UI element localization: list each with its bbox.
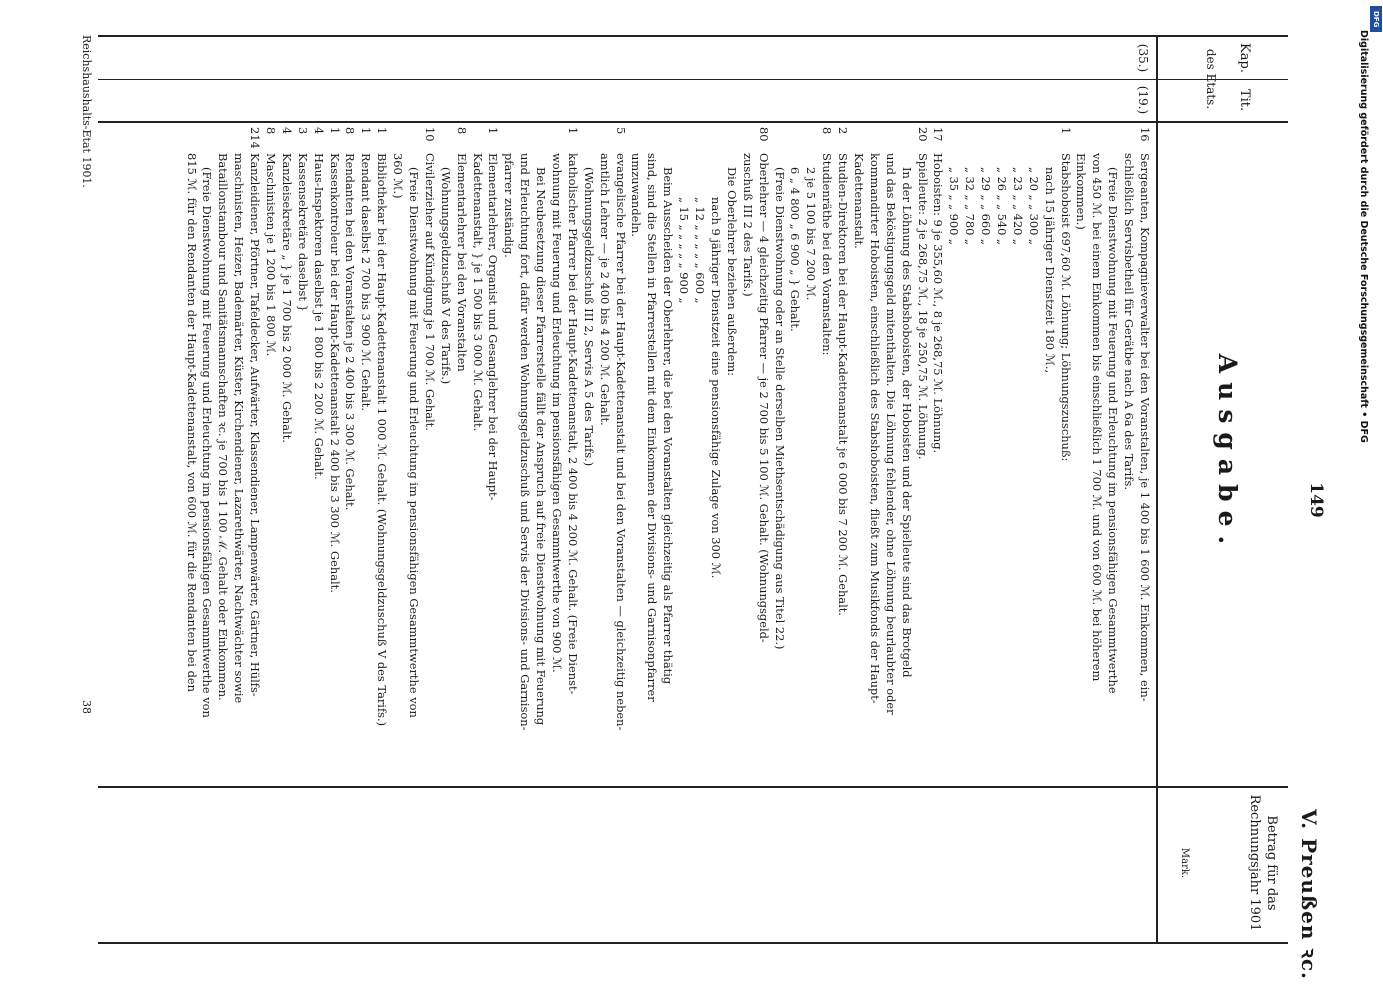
entry-text: von 450 ℳ. bei einem Einkommen bis einschließlich 1 700 ℳ. und von 600 ℳ. bei höherem <box>1090 153 1105 682</box>
entry-text: pfarrer zuständig. <box>502 153 517 258</box>
amount-header: Betrag für das Rechnungsjahr 1901 <box>1247 794 1279 932</box>
entry-line <box>437 127 453 777</box>
entry-text: Rendanten bei den Voranstalten je 2 400 bis 3 300 ℳ. Gehalt. <box>343 153 358 511</box>
entry-count: 20 <box>915 127 930 142</box>
entry-text: Civilerzieher auf Kündigung je 1 700 ℳ. Gehalt. <box>422 153 437 431</box>
entry-line <box>612 127 628 777</box>
entry-text: Maschinisten je 1 200 bis 1 800 ℳ. <box>264 153 279 357</box>
entry-line <box>596 127 612 777</box>
entry-count: 2 <box>836 127 851 135</box>
entry-line <box>532 127 548 777</box>
entry-text: und Erleuchtung fort, dafür werden Wohnungsgeldzuschuß und Servis der Divisions- und Garnison- <box>518 153 533 731</box>
entry-text: (Freie Dienstwohnung mit Feuerung und Erleuchtung im pensionsfähigen Gesammtwerthe von <box>200 167 215 718</box>
entry-count: 1 <box>486 127 501 135</box>
entry-text: Kanzleisekretäre „ } je 1 700 bis 2 000 ℳ. Gehalt. <box>279 153 294 443</box>
entry-line <box>993 127 1009 777</box>
entry-text: Die Oberlehrer beziehen außerdem: <box>724 167 739 376</box>
entry-count: 16 <box>1138 127 1152 142</box>
entry-line <box>548 127 564 777</box>
entry-text: (Wohnungsgeldzuschuß III 2, Servis A 5 des Tarifs.) <box>581 167 596 467</box>
entry-text: „ 26 „ „ 540 „ <box>994 167 1009 245</box>
entry-text: „ 23 „ „ 420 „ <box>1010 167 1025 245</box>
entry-count: 5 <box>613 127 628 135</box>
entry-line <box>675 127 691 777</box>
entry-text: Spielleute: 2 je 268,75 ℳ., 18 je 250,75 ℳ. Löhnung. <box>915 153 930 460</box>
dfg-credit <box>1355 30 1369 900</box>
entry-text: Einkommen.) <box>1074 153 1089 230</box>
entry-text: „ 15 „ „ „ „ „ 900 „ <box>677 197 692 304</box>
entry-text: Rendant daselbst 2 700 bis 3 900 ℳ. Gehalt. <box>359 153 374 412</box>
entry-text: schließlich Servisbetheil für Gerätbe nach A 6a des Tarifs. <box>1122 153 1137 490</box>
entry-text: kommandirter Hoboisten, einschließlich des Stabshoboisten, fließt zum Musikfonds der Haupt- <box>867 153 882 704</box>
entry-line <box>707 127 723 777</box>
entry-count: 3 <box>295 127 310 135</box>
entry-count: 8 <box>264 127 279 135</box>
entry-line <box>898 127 914 777</box>
entry-line <box>691 127 707 777</box>
page-number: 149 <box>1306 482 1326 518</box>
ausgabe-heading: Ausgabe. <box>1213 353 1242 554</box>
entry-line <box>659 127 675 777</box>
entry-line <box>961 127 977 777</box>
entry-line <box>199 127 215 777</box>
ausgabe-lines <box>183 127 1152 777</box>
entry-line <box>850 127 866 777</box>
entry-line <box>246 127 262 777</box>
entry-text: maschinisten, Heizer, Bademärter, Küster, Kirchendiener, Lazarethwärter, Nachtwächter sowie <box>232 153 247 704</box>
entry-line <box>357 127 373 777</box>
entry-text: Stabshoboist 697,60 ℳ. Löhnung; Löhnungszuschuß: <box>1058 153 1073 462</box>
kap-header: Kap. <box>1237 43 1252 73</box>
entry-text: Kadettenanstalt, } je 1 500 bis 3 000 ℳ. Gehalt. <box>470 153 485 432</box>
footer-sheet-number: 38 <box>80 700 93 714</box>
tit-value: (19.) <box>1136 85 1150 115</box>
entry-line <box>1057 127 1073 777</box>
entry-text: Bei Neubesetzung dieser Pfarrerstelle fällt der Anspruch auf freie Dienstwohnung mit Feuerung <box>534 167 549 726</box>
entry-text: „ 32 „ „ 780 „ <box>963 167 978 245</box>
entry-line <box>500 127 516 777</box>
entry-line <box>787 127 803 777</box>
entry-count: 1 <box>565 127 580 135</box>
entry-count: 1 <box>1058 127 1073 135</box>
entry-text: Studien-Direktoren bei der Haupt-Kadettenanstalt je 6 000 bis 7 200 ℳ. Gehalt. <box>836 153 851 616</box>
entry-text: wohnung mit Feuerung und Erleuchtung im pensionsfähigen Gesammtwerthe von 900 ℳ. <box>550 153 565 673</box>
kap-value: (35.) <box>1136 43 1150 73</box>
budget-table <box>98 35 1288 944</box>
entry-text: „ 20 „ „ 300 „ <box>1026 167 1041 245</box>
entry-text: (Freie Dienstwohnung mit Feuerung und Erleuchtung im pensionsfähigen Gesammtwerthe von <box>407 167 422 718</box>
entry-count: 8 <box>820 127 835 135</box>
entry-line <box>1041 127 1057 777</box>
entry-text: 2 je 5 100 bis 7 200 ℳ. <box>804 167 819 301</box>
entry-line <box>723 127 739 777</box>
entry-text: Sergeanten, Kompagnieverwalter bei den Voranstalten, je 1 400 bis 1 600 ℳ. Einkommen, ein- <box>1138 153 1152 702</box>
entry-line <box>644 127 660 777</box>
entry-text: Beim Ausscheiden der Oberlehrer, die bei den Voranstalten gleichzeitig als Pfarrer thätig <box>661 167 676 685</box>
entry-line <box>802 127 818 777</box>
entry-line <box>485 127 501 777</box>
entry-text: Bibliothekar bei der Haupt-Kadettenanstalt 1 000 ℳ. Gehalt. (Wohnungsgeldzuschuß V des Tarifs.) <box>375 153 390 727</box>
entry-count: 8 <box>343 127 358 135</box>
entry-text: (Wohnungsgeldzuschuß V des Tarifs.) <box>438 167 453 385</box>
entry-line <box>977 127 993 777</box>
entry-count: 214 <box>248 127 263 149</box>
entry-line <box>580 127 596 777</box>
entry-line <box>389 127 405 777</box>
footer-etat: Reichshaushalts-Etat 1901. <box>80 35 93 188</box>
entry-text: Kassensekretäre daselbst } <box>295 153 310 312</box>
page-header <box>1281 0 1361 1000</box>
table-body <box>98 37 1156 942</box>
entry-text: Elementarlehrer, Organist und Gesanglehrer bei der Haupt- <box>486 153 501 501</box>
dfg-logo: DFG <box>1370 6 1382 32</box>
entry-count: 8 <box>454 127 469 135</box>
entry-line <box>1073 127 1089 777</box>
entry-text: Kanzleidiener, Pförtner, Tafeldecker, Aufwärter, Klassendiener, Lampenwärter, Gärtner, Hülfs- <box>248 153 263 697</box>
entry-line <box>230 127 246 777</box>
entry-count: 1 <box>327 127 342 135</box>
entry-line <box>945 127 961 777</box>
table-header <box>1156 37 1288 942</box>
entry-text: „ 29 „ „ 660 „ <box>979 167 994 245</box>
entry-line <box>564 127 580 777</box>
entry-line <box>1104 127 1120 777</box>
entry-text: amtlich Lehrer — je 2 400 bis 4 200 ℳ. Gehalt. <box>597 153 612 426</box>
entry-line <box>342 127 358 777</box>
entry-line <box>326 127 342 777</box>
entry-text: In der Löhnung des Stabshoboisten, der Hoboisten und der Spielleute sind das Brotgeld <box>899 167 914 678</box>
entry-line <box>453 127 469 777</box>
entry-text: nach 15 jähriger Dienstzeit 180 ℳ., <box>1042 167 1057 374</box>
entry-text: „ 35 „ „ 900 „ <box>947 167 962 245</box>
entry-text: Hoboisten: 9 je 355,60 ℳ., 8 je 268,75 ℳ. Löhnung. <box>931 153 946 454</box>
section-title: V. Preußen ꝛc. <box>1297 809 1321 980</box>
entry-line <box>866 127 882 777</box>
entry-line <box>628 127 644 777</box>
entry-line <box>818 127 834 777</box>
entry-count: 10 <box>422 127 437 142</box>
entry-text: evangelische Pfarrer bei der Haupt-Kadettenanstalt und bei den Voranstalten — gleichzeitig neben- <box>613 153 628 731</box>
entry-count: 1 <box>375 127 390 135</box>
entry-line <box>1009 127 1025 777</box>
entry-line <box>1088 127 1104 777</box>
entry-line <box>373 127 389 777</box>
entry-line <box>882 127 898 777</box>
entry-line <box>278 127 294 777</box>
dfg-credit-text: Digitalisierung gefördert durch die Deutsche Forschungsgemeinschaft • DFG <box>1358 30 1369 443</box>
entry-text: 360 ℳ.) <box>391 153 406 199</box>
entry-line <box>739 127 755 777</box>
des-etats-header: des Etats. <box>1204 48 1218 110</box>
entry-line <box>310 127 326 777</box>
entry-count: 4 <box>279 127 294 135</box>
entry-line <box>469 127 485 777</box>
entry-line <box>930 127 946 777</box>
entry-text: umzuwandeln. <box>629 153 644 237</box>
entry-line <box>914 127 930 777</box>
entry-line <box>755 127 771 777</box>
entry-line <box>516 127 532 777</box>
entry-text: nach 9 jähriger Dienstzeit eine pensionsfähige Zulage von 300 ℳ. <box>708 197 723 579</box>
entry-line <box>214 127 230 777</box>
entry-text: „ 12 „ „ „ „ „ 600 „ <box>693 197 708 304</box>
entry-line <box>421 127 437 777</box>
amount-unit: Mark. <box>1179 847 1190 879</box>
entry-line <box>1120 127 1136 777</box>
entry-count: 80 <box>756 127 771 142</box>
entry-text: Elementarlehrer bei den Voranstalten <box>454 153 469 372</box>
entry-text: Bataillonstambour und Sanitätsmannschaften ꝛc. je 700 bis 1 100 ℳ. Gehalt oder Einkommen. <box>216 153 231 701</box>
entry-text: 815 ℳ. für den Rendanten der Haupt-Kadettenanstalt, von 600 ℳ. für die Rendanten bei den <box>184 153 199 692</box>
entry-text: sind, sind die Stellen in Pfarrerstellen mit dem Einkommen der Divisions- und Garnisonpfarrer <box>645 153 660 702</box>
tit-header: Tit. <box>1237 88 1252 112</box>
entry-line <box>294 127 310 777</box>
entry-text: 6 „ 4 800 „ 6 900 „ } Gehalt. <box>788 167 803 332</box>
entry-text: zuschuß III 2 des Tarifs.) <box>740 153 755 297</box>
entry-line <box>405 127 421 777</box>
entry-text: (Freie Dienstwohnung mit Feuerung und Erleuchtung im pensionsfähigen Gesammtwerthe <box>1106 167 1121 694</box>
entry-count: 17 <box>931 127 946 142</box>
entry-line <box>771 127 787 777</box>
entry-text: (Freie Dienstwohnung oder an Stelle derselben Miethsentschädigung aus Titel 22.) <box>772 167 787 650</box>
entry-count: 4 <box>311 127 326 135</box>
entry-line <box>834 127 850 777</box>
entry-line <box>1136 127 1152 777</box>
entry-text: Oberlehrer — 4 gleichzeitig Pfarrer — je 2 700 bis 5 100 ℳ. Gehalt. (Wohnungsgeld- <box>756 153 771 643</box>
entry-line <box>262 127 278 777</box>
entry-line <box>183 127 199 777</box>
entry-text: Studienräthe bei den Voranstalten: <box>820 153 835 356</box>
entry-text: Kassenkontroleur bei der Haupt-Kadettenanstalt 2 400 bis 3 300 ℳ. Gehalt. <box>327 153 342 593</box>
entry-text: und das Beköstigungsgeld mitenthalten. Die Löhnung fehlender, ohne Löhnung beurlaubter oder <box>883 153 898 715</box>
entry-text: katholischer Pfarrer bei der Haupt-Kadettenanstalt, 2 400 bis 4 200 ℳ. Gehalt. (Freie Dienst- <box>565 153 580 695</box>
entry-text: Haus-Inspektoren daselbst je 1 800 bis 2 200 ℳ. Gehalt. <box>311 153 326 480</box>
entry-line <box>1025 127 1041 777</box>
entry-count: 1 <box>359 127 374 135</box>
entry-text: Kadettenanstalt. <box>851 153 866 249</box>
